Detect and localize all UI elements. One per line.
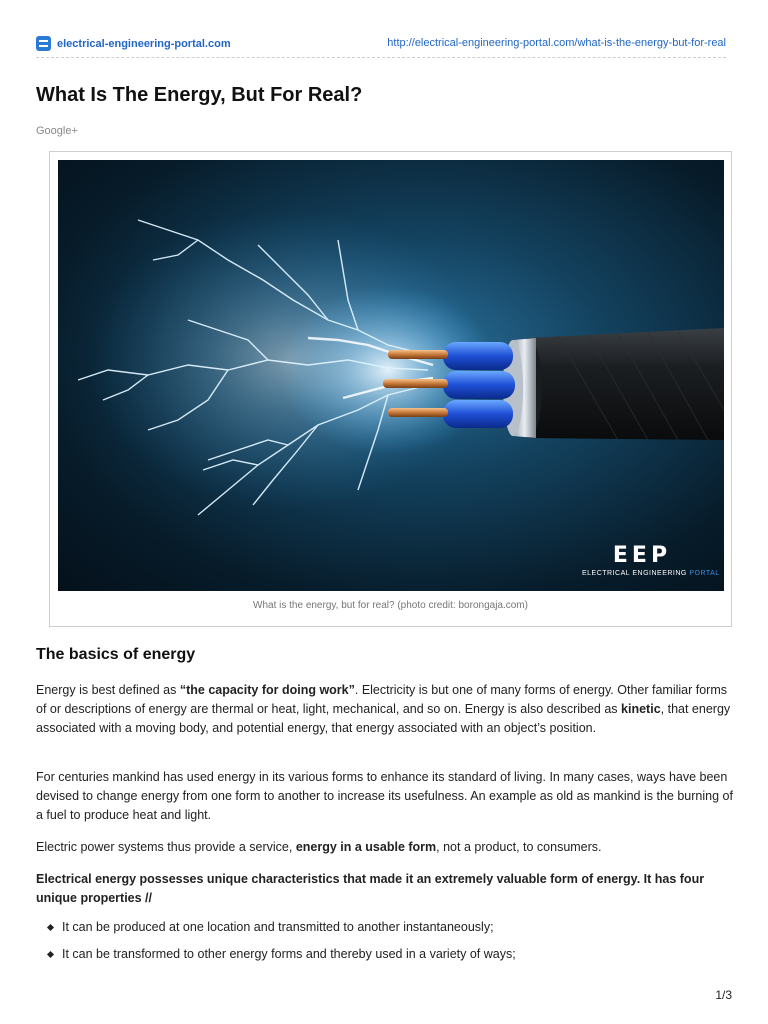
paragraph-properties-intro: Electrical energy possesses unique characteristics that made it an extremely valuable form of energy. It has four unique properties // [36,872,705,905]
page-url-link[interactable]: http://electrical-engineering-portal.com/what-is-the-energy-but-for-real [387,37,726,49]
list-item: It can be produced at one location and transmitted to another instantaneously; [36,918,736,937]
google-plus-share-link[interactable]: Google+ [36,125,78,137]
page-header [36,34,726,58]
eep-logo-sub-main: ELECTRICAL ENGINEERING [582,570,687,577]
article-title: What Is The Energy, But For Real? [36,84,363,106]
eep-logo-sub-accent: PORTAL [689,570,720,577]
article-figure [49,151,732,627]
paragraph-service [36,838,736,857]
site-link[interactable] [36,36,231,51]
p1-text-c: . Electricity is but one of many forms of energy. Other familiar forms of or descriptions of energy are thermal or heat, light, mechanical, and so on. Energy is also described as [36,683,727,716]
site-favicon-icon [36,36,51,51]
paragraph-definition [36,681,736,738]
paragraph-history: For centuries mankind has used energy in its various forms to enhance its standard of living. In many cases, ways have been devised to change energy from one form to another to increase its usefulness. An example as old as mankind is the burning of a fuel to produce heat and light. [36,770,733,822]
p3-text-a: Electric power systems thus provide a service, [36,840,296,854]
p3-emphasis: energy in a usable form [295,840,437,854]
properties-list [36,918,736,972]
list-item: It can be transformed to other energy forms and thereby used in a variety of ways; [36,945,736,964]
p1-text-e: , that energy associated with a moving body, and potential energy, that energy associated with an object’s position. [36,702,731,735]
eep-logo-subtitle [582,570,720,577]
figure-caption: What is the energy, but for real? (photo credit: borongaja.com) [253,600,528,611]
cable-lightning-photo [58,160,724,591]
p1-emphasis-capacity: “the capacity for doing work” [179,683,355,697]
eep-logo [582,543,720,577]
section-heading: The basics of energy [36,646,196,663]
p1-text-a: Energy is best defined as [36,683,180,697]
p3-text-c: , not a product, to consumers. [436,840,602,854]
eep-logo-mark: EEP [612,543,672,568]
cable-illustration [58,160,724,591]
site-name[interactable]: electrical-engineering-portal.com [57,37,231,50]
p1-emphasis-kinetic: kinetic [621,702,661,716]
page-indicator: 1/3 [715,988,732,1002]
